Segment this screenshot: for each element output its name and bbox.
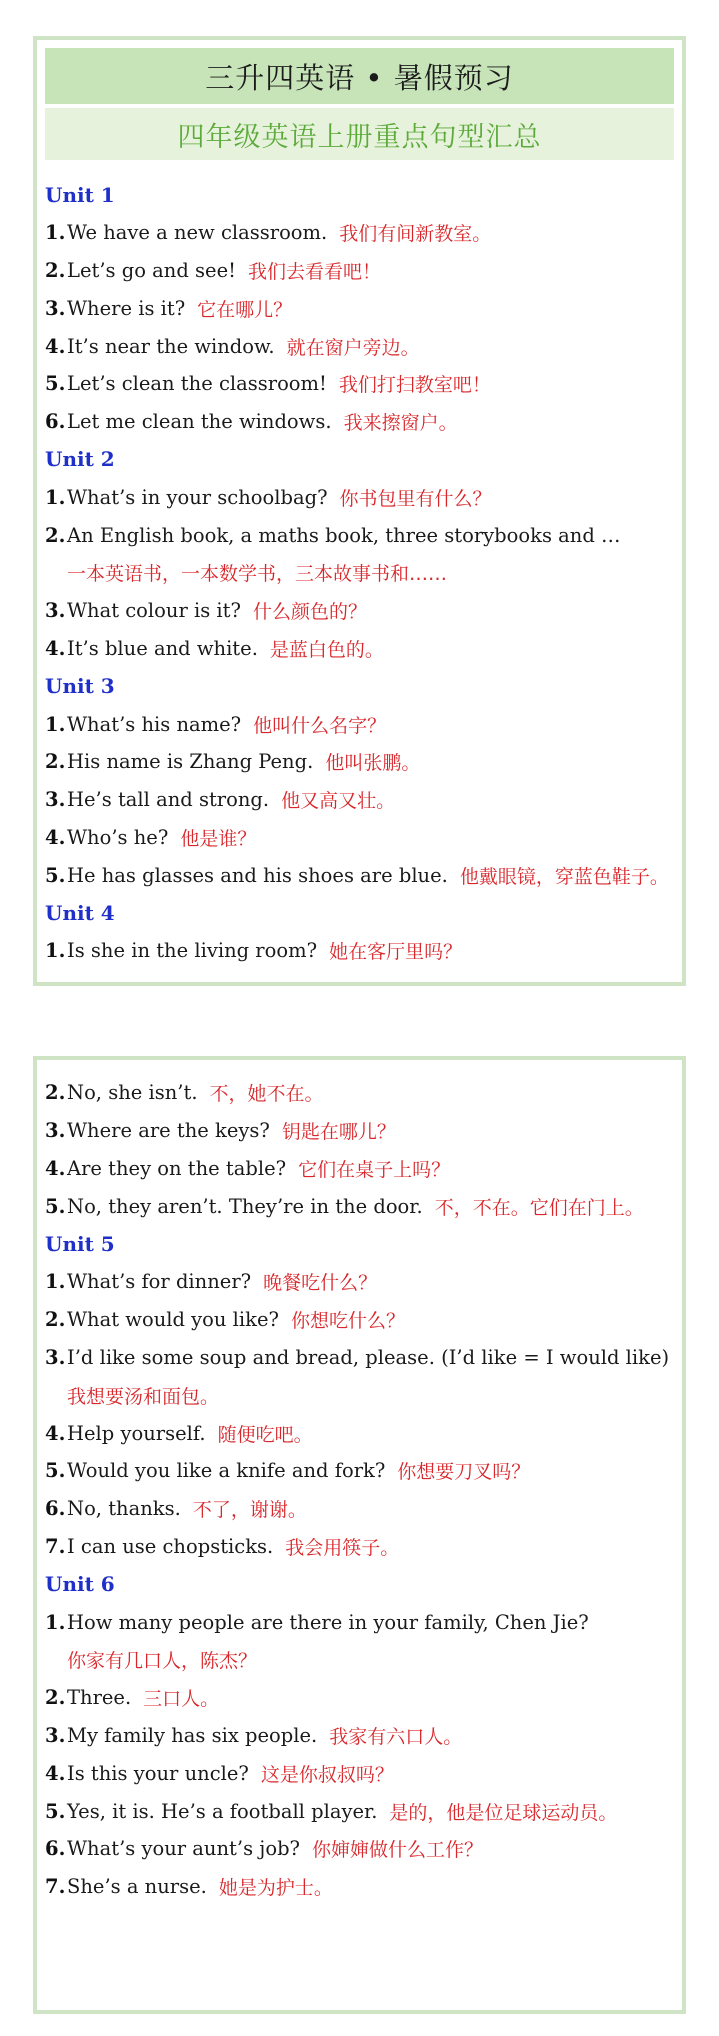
sentence-number: 1.	[45, 1610, 66, 1634]
chinese-translation: 我会用筷子。	[285, 1536, 400, 1559]
english-sentence: Is she in the living room?	[67, 939, 318, 963]
sentence-row	[45, 1490, 676, 1528]
sentence-row	[45, 1187, 676, 1225]
english-sentence: We have a new classroom.	[67, 221, 328, 245]
english-sentence: Let’s go and see!	[67, 258, 236, 282]
chinese-translation: 你书包里有什么？	[339, 487, 492, 510]
sentence-number: 5.	[45, 372, 66, 396]
summary-card-2	[33, 1056, 686, 2014]
sentence-number: 2.	[45, 258, 66, 282]
english-sentence: She’s a nurse.	[67, 1875, 207, 1899]
sentence-row	[45, 1150, 676, 1188]
unit-label: Unit 4	[45, 901, 115, 926]
unit-label: Unit 6	[45, 1572, 115, 1597]
sentence-number: 4.	[45, 1421, 66, 1445]
chinese-translation: 不了，谢谢。	[192, 1499, 307, 1522]
english-sentence: What’s in your schoolbag?	[67, 485, 328, 509]
chinese-translation: 你婶婶做什么工作？	[312, 1839, 484, 1862]
sentence-row	[45, 1830, 676, 1868]
english-sentence: What’s for dinner?	[67, 1270, 252, 1294]
english-sentence: I’d like some soup and bread, please. (I’d like = I would like)	[67, 1345, 670, 1369]
sentence-number: 5.	[45, 1194, 66, 1218]
english-sentence: Are they on the table?	[67, 1156, 287, 1180]
english-sentence: No, she isn’t.	[67, 1081, 198, 1105]
sentence-number: 3.	[45, 296, 66, 320]
chinese-translation: 这是你叔叔吗？	[260, 1763, 394, 1786]
english-sentence: How many people are there in your family, Chen Jie?	[67, 1610, 589, 1634]
sentence-row	[45, 856, 676, 894]
english-sentence: What colour is it?	[67, 599, 241, 623]
sentence-row	[45, 252, 676, 290]
chinese-translation: 我家有六口人。	[329, 1725, 463, 1748]
summary-card-1	[33, 36, 686, 986]
english-sentence: He has glasses and his shoes are blue.	[67, 863, 448, 887]
sentence-row	[45, 214, 676, 252]
sentence-number: 1.	[45, 939, 66, 963]
chinese-translation: 他是谁？	[180, 827, 257, 850]
english-sentence: No, they aren’t. They’re in the door.	[67, 1194, 423, 1218]
translation-row	[45, 554, 676, 592]
sentence-number: 4.	[45, 1761, 66, 1785]
chinese-translation: 他戴眼镜，穿蓝色鞋子。	[459, 865, 669, 888]
chinese-translation: 它在哪儿？	[197, 298, 293, 321]
english-sentence: My family has six people.	[67, 1723, 318, 1747]
sentence-number: 5.	[45, 863, 66, 887]
chinese-translation: 随便吃吧。	[217, 1423, 313, 1446]
english-sentence: He’s tall and strong.	[67, 788, 270, 812]
english-sentence: It’s blue and white.	[67, 636, 258, 660]
sentence-number: 2.	[45, 1081, 66, 1105]
chinese-translation: 我们打扫教室吧！	[338, 374, 491, 397]
sentence-number: 4.	[45, 636, 66, 660]
sentence-number: 1.	[45, 712, 66, 736]
sentence-row	[45, 781, 676, 819]
sentence-number: 6.	[45, 1837, 66, 1861]
sentence-list-2	[37, 1060, 682, 1906]
sentence-number: 1.	[45, 485, 66, 509]
sentence-row	[45, 1339, 676, 1377]
sentence-number: 6.	[45, 1497, 66, 1521]
english-sentence: I can use chopsticks.	[67, 1534, 274, 1558]
chinese-translation: 什么颜色的？	[252, 601, 367, 624]
translation-row	[45, 1376, 676, 1414]
sentence-number: 3.	[45, 1119, 66, 1143]
sentence-number: 4.	[45, 825, 66, 849]
sentence-row	[45, 1754, 676, 1792]
sentence-row	[45, 630, 676, 668]
unit-heading	[45, 1225, 676, 1263]
sentence-row	[45, 1301, 676, 1339]
sentence-number: 3.	[45, 788, 66, 812]
sentence-number: 4.	[45, 334, 66, 358]
sentence-number: 1.	[45, 221, 66, 245]
sentence-row	[45, 1868, 676, 1906]
chinese-translation: 他又高又壮。	[281, 790, 396, 813]
sentence-row	[45, 1452, 676, 1490]
chinese-translation: 你想吃什么？	[290, 1310, 405, 1333]
chinese-translation: 你想要刀叉吗？	[397, 1461, 531, 1484]
unit-heading	[45, 441, 676, 479]
english-sentence: Who’s he?	[67, 825, 169, 849]
sentence-row	[45, 478, 676, 516]
sentence-number: 3.	[45, 1723, 66, 1747]
english-sentence: It’s near the window.	[67, 334, 275, 358]
english-sentence: Let’s clean the classroom!	[67, 372, 327, 396]
english-sentence: Three.	[67, 1686, 132, 1710]
english-sentence: Where are the keys?	[67, 1119, 270, 1143]
english-sentence: Help yourself.	[67, 1421, 206, 1445]
english-sentence: What’s his name?	[67, 712, 242, 736]
unit-label: Unit 3	[45, 674, 115, 699]
chinese-translation: 不，她不在。	[209, 1083, 324, 1106]
english-sentence: Let me clean the windows.	[67, 410, 332, 434]
sentence-number: 2.	[45, 1686, 66, 1710]
chinese-translation: 我们有间新教室。	[339, 223, 492, 246]
sentence-row	[45, 932, 676, 970]
chinese-translation: 它们在桌子上吗？	[298, 1158, 451, 1181]
sentence-number: 2.	[45, 1308, 66, 1332]
sentence-row	[45, 1414, 676, 1452]
chinese-translation: 晚餐吃什么？	[263, 1272, 378, 1295]
sentence-row	[45, 516, 676, 554]
sentence-row	[45, 1528, 676, 1566]
chinese-translation: 是的，他是位足球运动员。	[389, 1801, 618, 1824]
sentence-number: 5.	[45, 1459, 66, 1483]
sentence-row	[45, 1112, 676, 1150]
chinese-translation: 他叫张鹏。	[325, 752, 421, 775]
sentence-row	[45, 327, 676, 365]
unit-heading	[45, 176, 676, 214]
chinese-translation: 她是为护士。	[218, 1877, 333, 1900]
sentence-row	[45, 819, 676, 857]
english-sentence: Yes, it is. He’s a football player.	[67, 1799, 378, 1823]
sentence-number: 4.	[45, 1156, 66, 1180]
sentence-row	[45, 1717, 676, 1755]
chinese-translation: 他叫什么名字？	[253, 714, 387, 737]
sentence-number: 6.	[45, 410, 66, 434]
page-title: 三升四英语 • 暑假预习	[45, 48, 674, 104]
sentence-list-1	[37, 160, 682, 970]
sentence-row	[45, 1263, 676, 1301]
sentence-row	[45, 743, 676, 781]
english-sentence: Would you like a knife and fork?	[67, 1459, 386, 1483]
sentence-number: 3.	[45, 599, 66, 623]
translation-row	[45, 1641, 676, 1679]
english-sentence: An English book, a maths book, three storybooks and …	[67, 523, 621, 547]
chinese-translation: 是蓝白色的。	[269, 638, 384, 661]
sentence-number: 5.	[45, 1799, 66, 1823]
sentence-row	[45, 705, 676, 743]
english-sentence: His name is Zhang Peng.	[67, 750, 314, 774]
sentence-row	[45, 1792, 676, 1830]
sentence-row	[45, 289, 676, 327]
unit-heading	[45, 667, 676, 705]
unit-heading	[45, 894, 676, 932]
chinese-translation: 我想要汤和面包。	[67, 1385, 220, 1408]
english-sentence: What would you like?	[67, 1308, 279, 1332]
sentence-number: 7.	[45, 1875, 66, 1899]
page-subtitle: 四年级英语上册重点句型汇总	[45, 108, 674, 160]
chinese-translation: 三口人。	[143, 1688, 220, 1711]
chinese-translation: 我来擦窗户。	[343, 412, 458, 435]
unit-heading	[45, 1565, 676, 1603]
sentence-number: 7.	[45, 1534, 66, 1558]
sentence-number: 1.	[45, 1270, 66, 1294]
chinese-translation: 不，不在。它们在门上。	[434, 1196, 644, 1219]
chinese-translation: 我们去看看吧！	[247, 260, 381, 283]
english-sentence: No, thanks.	[67, 1497, 181, 1521]
chinese-translation: 一本英语书，一本数学书，三本故事书和……	[67, 563, 448, 586]
sentence-row	[45, 403, 676, 441]
sentence-row	[45, 592, 676, 630]
chinese-translation: 你家有几口人，陈杰？	[67, 1650, 258, 1673]
english-sentence: Is this your uncle?	[67, 1761, 249, 1785]
sentence-row	[45, 365, 676, 403]
sentence-number: 2.	[45, 750, 66, 774]
unit-label: Unit 1	[45, 182, 115, 207]
sentence-row	[45, 1603, 676, 1641]
chinese-translation: 就在窗户旁边。	[286, 336, 420, 359]
chinese-translation: 她在客厅里吗？	[329, 941, 463, 964]
sentence-row	[45, 1074, 676, 1112]
sentence-number: 2.	[45, 523, 66, 547]
english-sentence: Where is it?	[67, 296, 186, 320]
sentence-number: 3.	[45, 1345, 66, 1369]
unit-label: Unit 5	[45, 1232, 115, 1257]
unit-label: Unit 2	[45, 447, 115, 472]
english-sentence: What’s your aunt’s job?	[67, 1837, 301, 1861]
sentence-row	[45, 1679, 676, 1717]
chinese-translation: 钥匙在哪儿？	[281, 1121, 396, 1144]
